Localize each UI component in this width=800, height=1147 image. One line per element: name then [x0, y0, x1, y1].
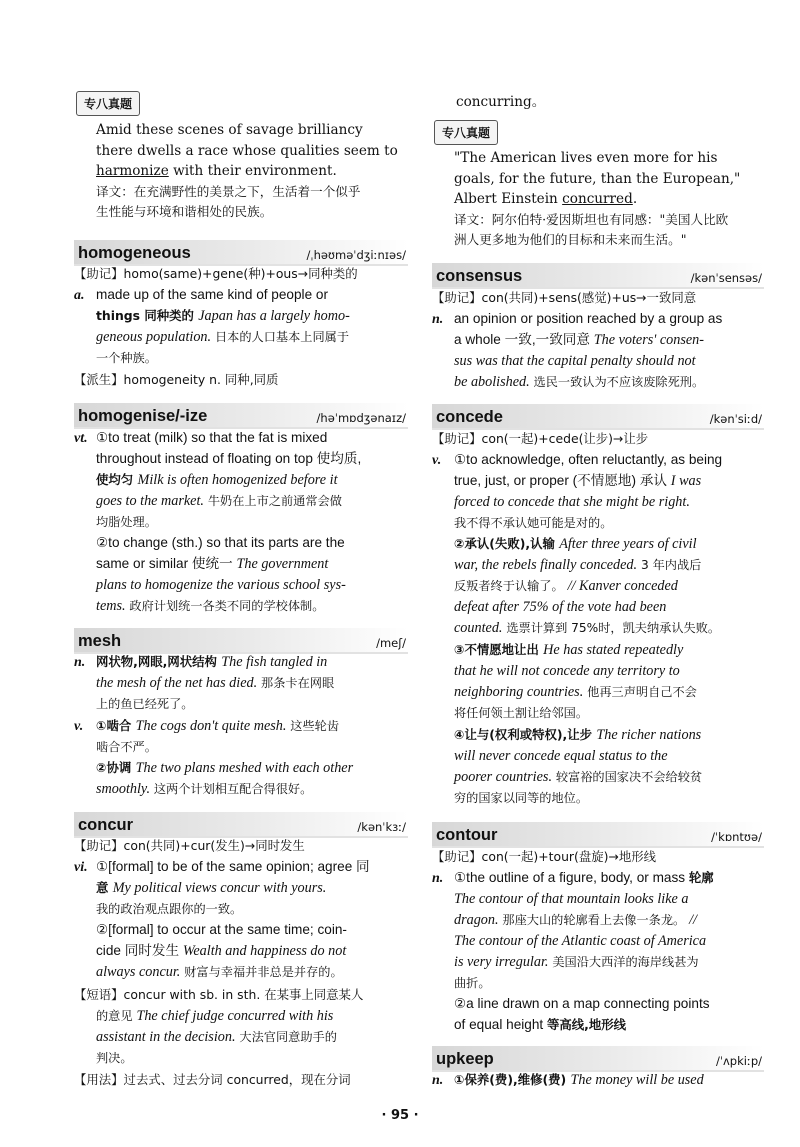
- pronunciation: /ˈʌpkiːp/: [715, 1054, 762, 1068]
- headword-bar: [432, 263, 764, 289]
- headword: homogenise/-ize: [78, 407, 208, 425]
- pronunciation: /meʃ/: [376, 636, 406, 650]
- mnemonic: 【助记】con(共同)+cur(发生)→同时发生: [74, 838, 305, 853]
- example-line: The contour of the Atlantic coast of America: [454, 933, 707, 949]
- example-line: smoothly. 这两个计划相互配合得很好。: [96, 781, 313, 797]
- example-line: goes to the market. 牛奶在上市之前通常会做: [96, 493, 342, 509]
- exam-quote: [454, 148, 764, 251]
- definition-line: n. ①保养(费),维修(费) The money will be used: [432, 1072, 704, 1088]
- translation-line: 曲折。: [454, 976, 491, 990]
- definition-line: v. ①to acknowledge, often reluctantly, as being: [432, 452, 723, 468]
- mnemonic: 【助记】homo(same)+gene(种)+ous→同种类的: [74, 266, 358, 281]
- quote-keyword: concurred: [562, 191, 633, 207]
- example-line: plans to homogenize the various school sys-: [96, 577, 346, 593]
- mnemonic: 【助记】con(共同)+sens(感觉)+us→一致同意: [432, 290, 697, 305]
- headword-bar: [432, 404, 764, 430]
- phrase-line: 【短语】concur with sb. in sth. 在某事上同意某人: [74, 987, 364, 1002]
- translation-line: 判决。: [96, 1051, 133, 1065]
- translation-line: 均脂处理。: [96, 515, 157, 529]
- example-line: dragon. 那座大山的轮廓看上去像一条龙。 //: [454, 912, 697, 928]
- translation-line: 穷的国家以同等的地位。: [454, 791, 589, 805]
- headword: concede: [436, 408, 503, 426]
- quote-line: Amid these scenes of savage brilliancy: [96, 122, 363, 138]
- example-line: The contour of that mountain looks like a: [454, 891, 689, 907]
- headword-bar: [432, 822, 764, 848]
- example-line: always concur. 财富与幸福并非总是并存的。: [96, 964, 343, 980]
- definition-line: a whole 一致,一致同意 The voters' consen-: [454, 332, 704, 348]
- headword: consensus: [436, 267, 523, 285]
- quote-line: Albert Einstein concurred.: [454, 191, 638, 207]
- headword-bar: [74, 628, 408, 654]
- definition-line: things 同种类的 Japan has a largely homo-: [96, 308, 350, 324]
- quote-keyword: harmonize: [96, 163, 169, 179]
- phrase-line: 的意见 The chief judge concurred with his: [96, 1008, 334, 1024]
- definition-line: 使均匀 Milk is often homogenized before it: [96, 472, 338, 488]
- pronunciation: /kənˈsensəs/: [690, 271, 762, 285]
- definition-line: of equal height 等高线,地形线: [454, 1017, 627, 1032]
- headword: homogeneous: [78, 244, 191, 262]
- definition-line: ②to change (sth.) so that its parts are the: [96, 535, 345, 550]
- exam-quote: [96, 120, 408, 223]
- usage-line: 【用法】过去式、过去分词 concurred，现在分词: [74, 1072, 351, 1087]
- example-line: poorer countries. 较富裕的国家决不会给较贫: [454, 769, 703, 785]
- definition-line: same or similar 使统一 The government: [96, 556, 329, 572]
- quote-line: "The American lives even more for his: [454, 150, 718, 166]
- pronunciation: /ˌhəʊməˈdʒiːnɪəs/: [306, 248, 406, 262]
- example-line: 意 My political views concur with yours.: [96, 880, 327, 896]
- translation-line: 上的鱼已经死了。: [96, 697, 194, 711]
- example-line: the mesh of the net has died. 那条卡在网眼: [96, 675, 335, 691]
- definition-line: ②协调 The two plans meshed with each other: [96, 760, 354, 776]
- headword-bar: [432, 1046, 764, 1072]
- example-line: assistant in the decision. 大法官同意助手的: [96, 1029, 337, 1045]
- definition-line: n. an opinion or position reached by a group as: [432, 311, 723, 327]
- pronunciation: /ˈkɒntʊə/: [711, 830, 762, 844]
- definition-line: ②承认(失败),认输 After three years of civil: [454, 536, 697, 552]
- example-line: will never concede equal status to the: [454, 748, 668, 764]
- example-line: forced to concede that she might be right.: [454, 494, 690, 510]
- derivative: 【派生】homogeneity n. 同种,同质: [74, 372, 279, 387]
- headword: concur: [78, 816, 134, 834]
- definition-line: throughout instead of floating on top 使均质,: [96, 451, 362, 466]
- quote-line: goals, for the future, than the European,": [454, 170, 741, 187]
- definition-line: true, just, or proper (不情愿地) 承认 I was: [454, 473, 702, 489]
- example-line: 反叛者终于认输了。 // Kanver conceded: [454, 578, 678, 594]
- definition-line: ②[formal] to occur at the same time; coin-: [96, 922, 347, 937]
- definition-line: vt. ①to treat (milk) so that the fat is mixed: [74, 430, 328, 446]
- example-line: neighboring countries. 他再三声明自己不会: [454, 684, 697, 700]
- translation-line: 一个种族。: [96, 351, 157, 365]
- translation-line: 生性能与环境和谐相处的民族。: [96, 204, 273, 219]
- continuation-text: concurring。: [456, 94, 546, 110]
- definition-line: a. made up of the same kind of people or: [74, 287, 328, 303]
- example-line: defeat after 75% of the vote had been: [454, 599, 667, 615]
- pronunciation: /kənˈkɜː/: [357, 820, 406, 834]
- translation-line: 我的政治观点跟你的一致。: [96, 902, 243, 916]
- pronunciation: /kənˈsiːd/: [709, 412, 762, 426]
- headword-bar: [74, 240, 408, 266]
- example-line: is very irregular. 美国沿大西洋的海岸线甚为: [454, 954, 699, 970]
- headword-bar: [74, 812, 408, 838]
- translation-line: 将任何领土割让给邻国。: [454, 706, 589, 720]
- example-line: war, the rebels finally conceded. 3 年内战后: [454, 557, 702, 573]
- mnemonic: 【助记】con(一起)+tour(盘旋)→地形线: [432, 849, 657, 864]
- exam-tag: 专八真题: [76, 91, 140, 116]
- headword: mesh: [78, 632, 122, 650]
- definition-line: n. ①the outline of a figure, body, or mass 轮廓: [432, 870, 714, 886]
- translation-line: 译文：在充满野性的美景之下，生活着一个似乎: [96, 183, 361, 199]
- pronunciation: /həˈmɒdʒənaɪz/: [316, 411, 406, 425]
- definition-line: ②a line drawn on a map connecting points: [454, 996, 710, 1011]
- translation-line: 我不得不承认她可能是对的。: [454, 516, 613, 530]
- example-line: counted. 选票计算到 75%时，凯夫纳承认失败。: [454, 620, 721, 636]
- quote-line: there dwells a race whose qualities seem to: [96, 142, 398, 159]
- quote-line: harmonize with their environment.: [96, 163, 337, 179]
- definition-line: n. 网状物,网眼,网状结构 The fish tangled in: [74, 654, 328, 670]
- page-number: · 95 ·: [381, 1108, 419, 1123]
- example-line: tems. 政府计划统一各类不同的学校体制。: [96, 598, 325, 614]
- example-line: be abolished. 选民一致认为不应该废除死刑。: [454, 374, 705, 390]
- exam-tag: 专八真题: [434, 120, 498, 145]
- example-line: that he will not concede any territory to: [454, 663, 680, 679]
- mnemonic: 【助记】con(一起)+cede(让步)→让步: [432, 431, 649, 446]
- headword: upkeep: [436, 1050, 494, 1068]
- definition-line: v. ①啮合 The cogs don't quite mesh. 这些轮齿: [74, 718, 340, 734]
- definition-line: ③不情愿地让出 He has stated repeatedly: [454, 642, 684, 658]
- translation-line: 洲人更多地为他们的目标和未来而生活。": [454, 232, 687, 247]
- definition-line: vi. ①[formal] to be of the same opinion; agree 同: [74, 859, 370, 875]
- headword-bar: [74, 403, 408, 429]
- example-line: sus was that the capital penalty should not: [454, 353, 696, 369]
- translation-line: 啮合不严。: [96, 740, 157, 754]
- definition-line: ④让与(权利或特权),让步 The richer nations: [454, 727, 702, 743]
- headword: contour: [436, 826, 498, 844]
- translation-line: 译文：阿尔伯特·爱因斯坦也有同感："美国人比欧: [454, 211, 729, 227]
- definition-line: cide 同时发生 Wealth and happiness do not: [96, 943, 347, 959]
- example-line: geneous population. 日本的人口基本上同属于: [96, 329, 350, 345]
